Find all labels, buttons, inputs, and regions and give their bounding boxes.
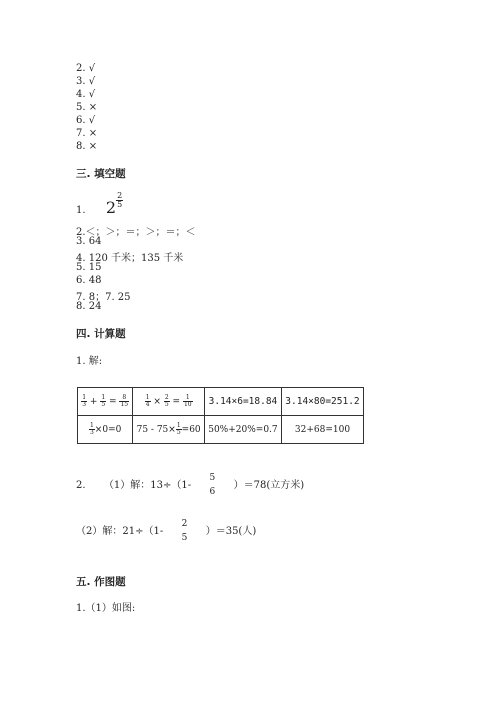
answer-line: 6. √ [76, 115, 96, 126]
section-heading-drawing: 五. 作图题 [76, 576, 126, 588]
answer-line: 5. × [76, 102, 98, 113]
fill-answer-line: 4. 120 千米；135 千米 [76, 253, 184, 264]
fill-answer-line: 3. 64 [76, 236, 102, 247]
calc-q2b-answer: （2）解：21÷（1- 2 5 ）＝35(人) [76, 519, 257, 543]
table-cell: 32+68=100 [281, 416, 363, 444]
calc-q2-answer: 2. （1）解：13÷（1- 5 6 ）＝78(立方米) [76, 473, 305, 497]
answer-line: 7. × [76, 128, 98, 139]
calculation-table [77, 387, 364, 444]
answer-line: 8. × [76, 141, 98, 152]
table-cell: 50%+20%=0.7 [204, 416, 281, 444]
fill-answer-line: 2.＜；＞；＝；＞；＝；＜ [76, 227, 196, 238]
table-cell: $\frac{1}{4}$ × $\frac{2}{5}$ = $\frac{1}{10}$ [133, 388, 205, 416]
table-cell: 3.14×80=251.2 [281, 388, 363, 416]
fill-answer-line: 5. 15 [76, 262, 102, 273]
table-cell: $\frac{1}{3}$ + $\frac{1}{5}$ = $\frac{8}{15}$ [78, 388, 133, 416]
table-cell: 3.14×6=18.84 [204, 388, 281, 416]
table-cell: 75 - 75× $\frac{1}{5}$ =60 [133, 416, 205, 444]
section-heading-calculation: 四. 计算题 [76, 328, 126, 340]
drawing-q1-label: 1.（1）如图: [76, 603, 136, 614]
section-heading-fill-blank: 三. 填空题 [76, 168, 126, 180]
answer-line: 4. √ [76, 89, 96, 100]
fill-answer-line: 7. 8；7. 25 [76, 292, 131, 303]
fill-answer-line: 8. 24 [76, 301, 102, 312]
fill-answer-line: 6. 48 [76, 275, 102, 286]
answer-line: 3. √ [76, 76, 96, 87]
answer-line: 2. √ [76, 63, 96, 74]
calc-q1-label: 1. 解: [76, 356, 103, 367]
table-cell: $\frac{1}{3}$ ×0=0 [78, 416, 133, 444]
fill-q1-answer: 1. 2 $\frac{2}{5}$ [76, 191, 123, 217]
